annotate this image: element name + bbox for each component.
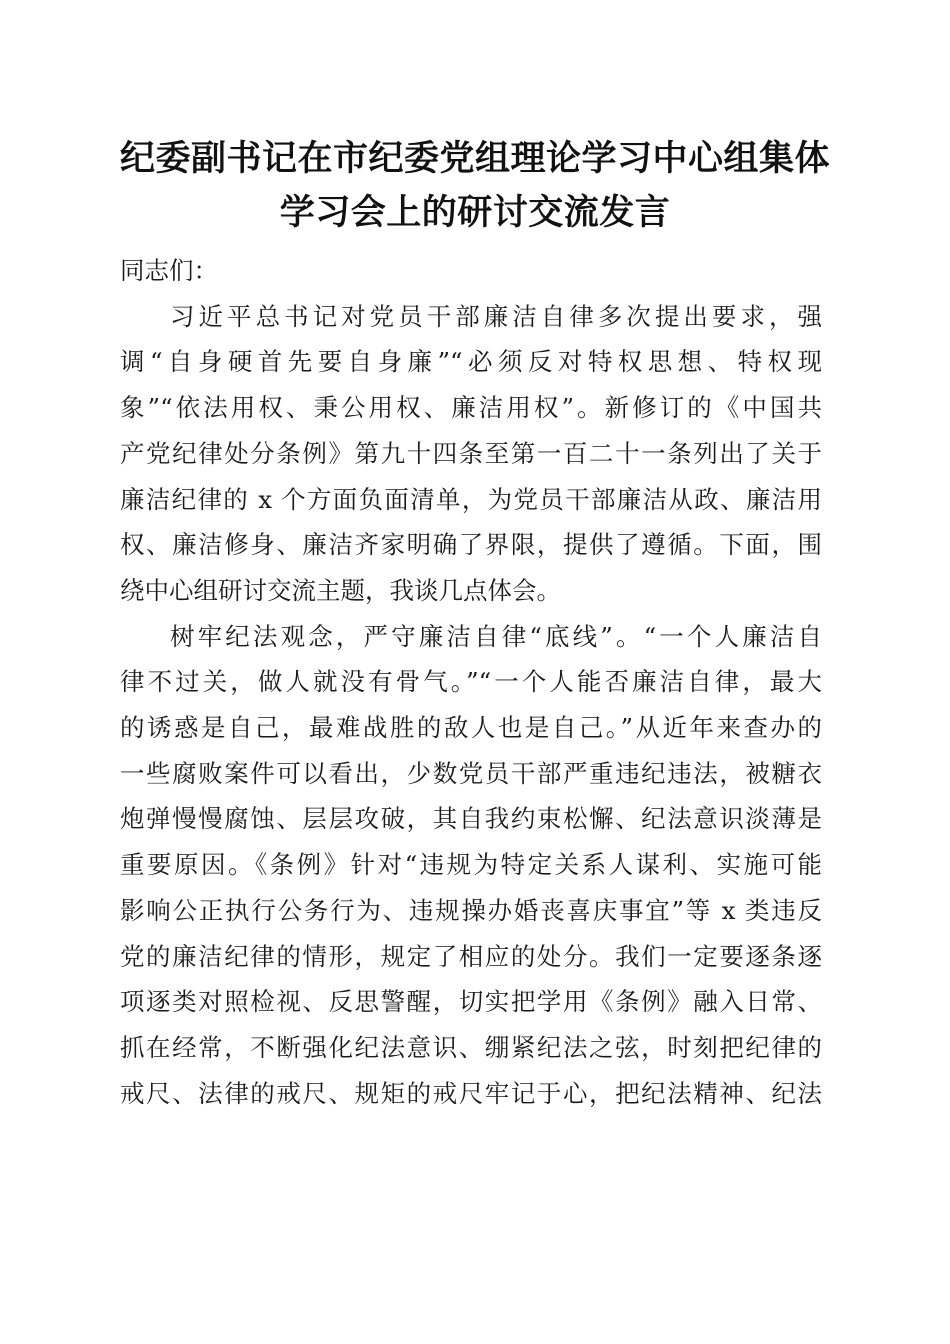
paragraph-line: 调“自身硬首先要自身廉”“必须反对特权思想、特权现 (120, 347, 822, 377)
title-line: 纪委副书记在市纪委党组理论学习中心组集体 (119, 138, 830, 179)
title-line: 学习会上的研讨交流发言 (279, 192, 671, 233)
paragraph-line: 产党纪律处分条例》第九十四条至第一百二十一条列出了关于 (120, 438, 822, 468)
paragraph-line: 项逐类对照检视、反思警醒，切实把学用《条例》融入日常、 (120, 987, 822, 1017)
paragraph-line: 廉洁纪律的 x 个方面负面清单，为党员干部廉洁从政、廉洁用 (120, 484, 822, 514)
salutation: 同志们： (120, 256, 218, 285)
paragraph-line: 象”“依法用权、秉公用权、廉洁用权”。新修订的《中国共 (120, 393, 822, 423)
paragraph-line: 戒尺、法律的戒尺、规矩的戒尺牢记于心，把纪法精神、纪法 (120, 1078, 822, 1108)
paragraph-line: 绕中心组研讨交流主题，我谈几点体会。 (120, 575, 561, 605)
paragraph (120, 614, 822, 1117)
document-title (110, 132, 840, 240)
paragraph-line: 党的廉洁纪律的情形，规定了相应的处分。我们一定要逐条逐 (120, 941, 822, 971)
paragraph-line: 律不过关，做人就没有骨气。”“一个人能否廉洁自律，最大 (120, 667, 822, 697)
paragraph (120, 294, 822, 614)
paragraph-line: 抓在经常，不断强化纪法意识、绷紧纪法之弦，时刻把纪律的 (120, 1032, 822, 1062)
paragraph-line: 重要原因。《条例》针对“违规为特定关系人谋利、实施可能 (120, 850, 822, 880)
paragraph-line: 习近平总书记对党员干部廉洁自律多次提出要求，强 (170, 301, 822, 331)
document-body (120, 248, 822, 1116)
paragraph-line: 树牢纪法观念，严守廉洁自律“底线”。“一个人廉洁自 (170, 621, 822, 651)
paragraph-line: 的诱惑是自己，最难战胜的敌人也是自己。”从近年来查办的 (120, 713, 822, 743)
paragraph-line: 炮弹慢慢腐蚀、层层攻破，其自我约束松懈、纪法意识淡薄是 (120, 804, 822, 834)
paragraph-line: 权、廉洁修身、廉洁齐家明确了界限，提供了遵循。下面，围 (120, 530, 822, 560)
paragraph-line: 影响公正执行公务行为、违规操办婚丧喜庆事宜”等 x 类违反 (120, 895, 822, 925)
paragraph-line: 一些腐败案件可以看出，少数党员干部严重违纪违法，被糖衣 (120, 758, 822, 788)
